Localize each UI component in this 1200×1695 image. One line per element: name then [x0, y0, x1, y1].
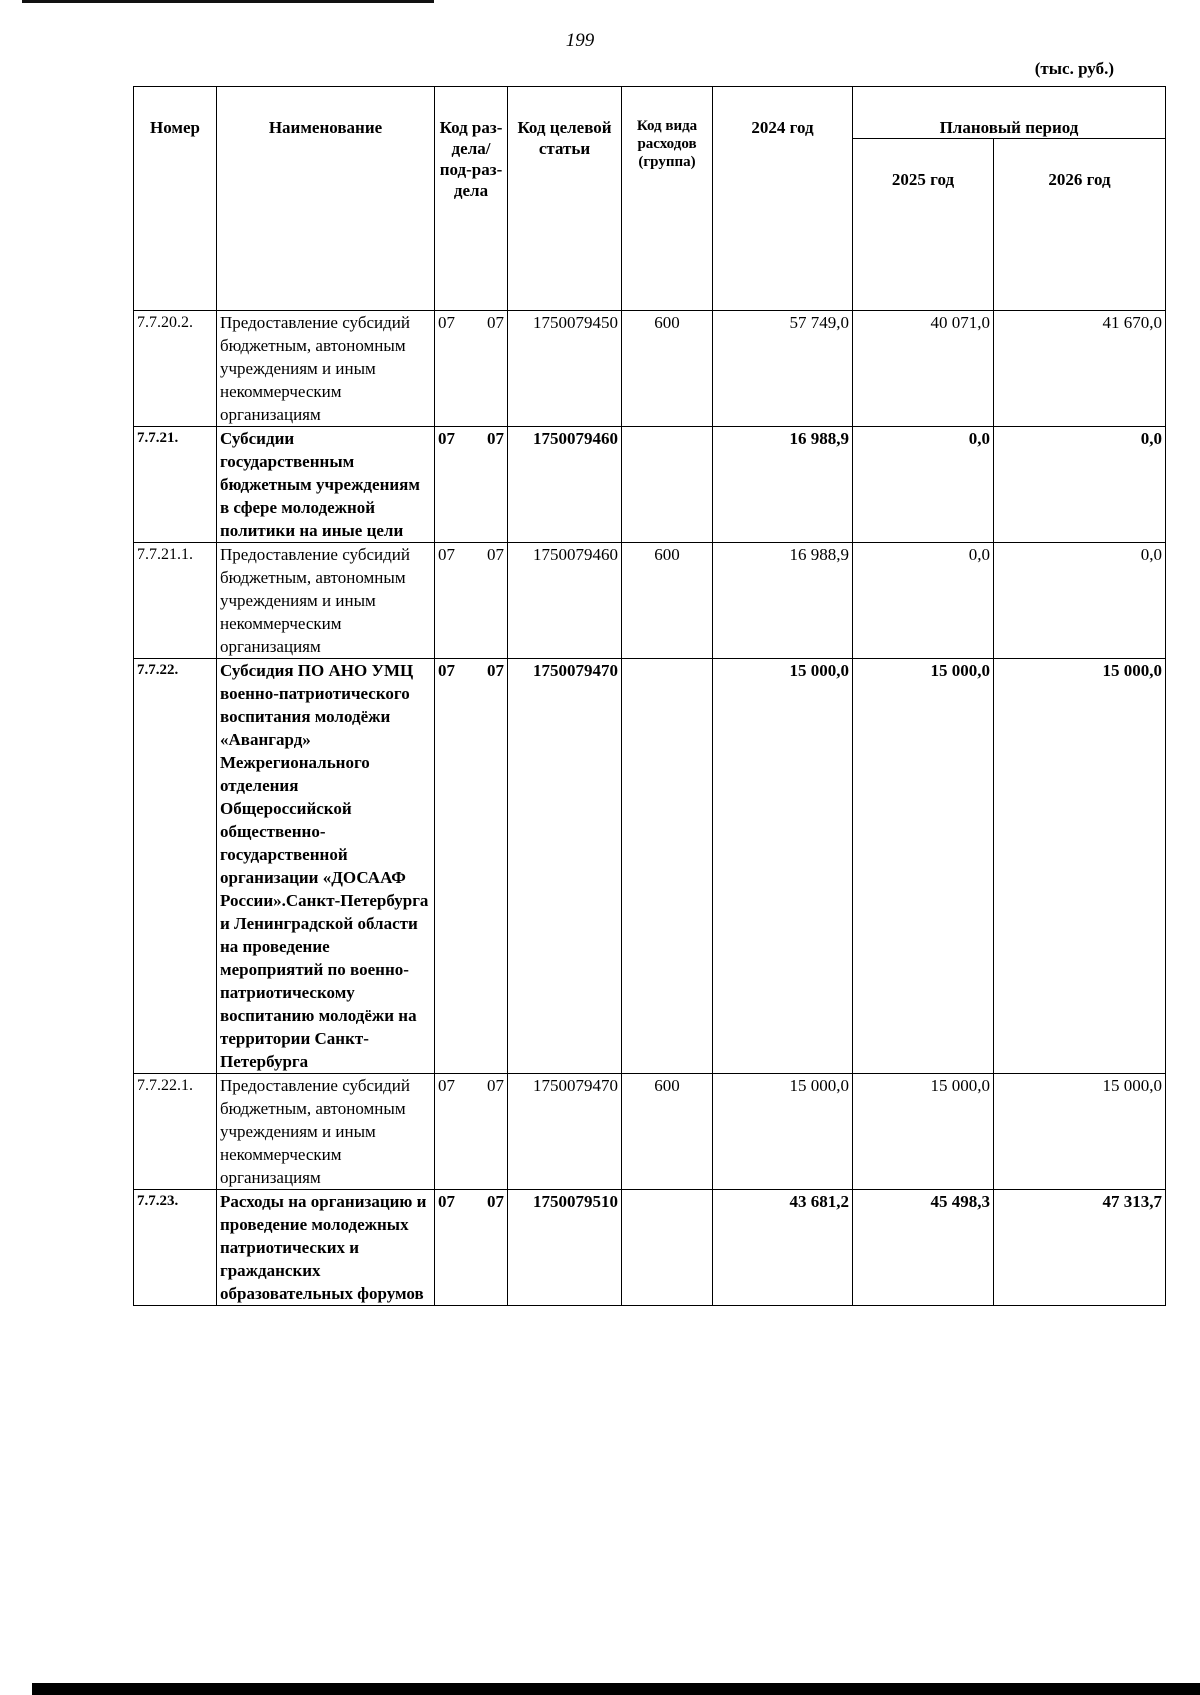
row-name: Предоставление субсидий бюджетным, автономным учреждениям и иным некоммерческим организациям	[217, 311, 435, 427]
row-2025: 45 498,3	[853, 1190, 994, 1306]
row-section	[435, 427, 508, 543]
row-2024: 15 000,0	[713, 659, 853, 1074]
row-name: Субсидия ПО АНО УМЦ военно-патриотического воспитания молодёжи «Авангард» Межрегионального отделения Общероссийской общественно-государственной организации «ДОСААФ России».Санкт-Петербурга и Ленинградской области на проведение мероприятий по военно-патриотическому воспитанию молодёжи на территории Санкт-Петербурга	[217, 659, 435, 1074]
header-2025: 2025 год	[853, 139, 994, 311]
row-target: 1750079450	[508, 311, 622, 427]
table-row	[134, 659, 1166, 1074]
units-label: (тыс. руб.)	[1034, 59, 1114, 78]
header-name: Наименование	[217, 87, 435, 311]
row-group: 600	[622, 1074, 713, 1190]
row-2024: 15 000,0	[713, 1074, 853, 1190]
row-target: 1750079460	[508, 543, 622, 659]
row-number: 7.7.22.	[134, 659, 217, 1074]
header-row-1	[134, 87, 1166, 139]
row-target: 1750079470	[508, 1074, 622, 1190]
budget-table	[133, 86, 1166, 1306]
row-group: 600	[622, 311, 713, 427]
row-2026: 15 000,0	[994, 1074, 1166, 1190]
header-section: Код раз-дела/ под-раз-дела	[435, 87, 508, 311]
row-group: 600	[622, 543, 713, 659]
row-group	[622, 427, 713, 543]
row-section	[435, 1190, 508, 1306]
row-target: 1750079470	[508, 659, 622, 1074]
row-group	[622, 659, 713, 1074]
row-2025: 0,0	[853, 427, 994, 543]
row-number: 7.7.23.	[134, 1190, 217, 1306]
table-row	[134, 1190, 1166, 1306]
row-number: 7.7.20.2.	[134, 311, 217, 427]
header-2024: 2024 год	[713, 87, 853, 311]
table-row	[134, 311, 1166, 427]
row-2026: 47 313,7	[994, 1190, 1166, 1306]
row-podrazdel: 07	[487, 661, 504, 680]
row-number: 7.7.21.1.	[134, 543, 217, 659]
row-podrazdel: 07	[487, 313, 504, 332]
row-2025: 15 000,0	[853, 659, 994, 1074]
row-podrazdel: 07	[487, 545, 504, 564]
row-razdel: 07	[438, 545, 455, 564]
header-2026: 2026 год	[994, 139, 1166, 311]
header-number: Номер	[134, 87, 217, 311]
table-row	[134, 543, 1166, 659]
row-podrazdel: 07	[487, 429, 504, 448]
row-group	[622, 1190, 713, 1306]
row-section	[435, 543, 508, 659]
row-razdel: 07	[438, 661, 455, 680]
row-2024: 43 681,2	[713, 1190, 853, 1306]
row-razdel: 07	[438, 429, 455, 448]
top-rule	[22, 0, 434, 3]
header-target: Код целевой статьи	[508, 87, 622, 311]
row-2025: 15 000,0	[853, 1074, 994, 1190]
row-2024: 16 988,9	[713, 427, 853, 543]
row-2025: 40 071,0	[853, 311, 994, 427]
row-podrazdel: 07	[487, 1192, 504, 1211]
row-target: 1750079510	[508, 1190, 622, 1306]
row-section	[435, 311, 508, 427]
row-name: Предоставление субсидий бюджетным, автономным учреждениям и иным некоммерческим организациям	[217, 543, 435, 659]
row-podrazdel: 07	[487, 1076, 504, 1095]
table-row	[134, 427, 1166, 543]
row-name: Расходы на организацию и проведение молодежных патриотических и гражданских образовательных форумов	[217, 1190, 435, 1306]
page-number: 199	[565, 30, 595, 51]
row-razdel: 07	[438, 313, 455, 332]
row-section	[435, 1074, 508, 1190]
row-2026: 15 000,0	[994, 659, 1166, 1074]
row-2026: 0,0	[994, 543, 1166, 659]
row-2026: 0,0	[994, 427, 1166, 543]
row-name: Предоставление субсидий бюджетным, автономным учреждениям и иным некоммерческим организациям	[217, 1074, 435, 1190]
bottom-scan-border	[32, 1683, 1200, 1695]
table-row	[134, 1074, 1166, 1190]
row-2024: 57 749,0	[713, 311, 853, 427]
row-number: 7.7.21.	[134, 427, 217, 543]
row-number: 7.7.22.1.	[134, 1074, 217, 1190]
row-2026: 41 670,0	[994, 311, 1166, 427]
header-expense-type: Код вида расходов (группа)	[622, 87, 713, 311]
header-planned-period: Плановый период	[853, 87, 1166, 139]
row-2024: 16 988,9	[713, 543, 853, 659]
row-target: 1750079460	[508, 427, 622, 543]
row-section	[435, 659, 508, 1074]
row-razdel: 07	[438, 1192, 455, 1211]
row-name: Субсидии государственным бюджетным учреждениям в сфере молодежной политики на иные цели	[217, 427, 435, 543]
row-2025: 0,0	[853, 543, 994, 659]
row-razdel: 07	[438, 1076, 455, 1095]
